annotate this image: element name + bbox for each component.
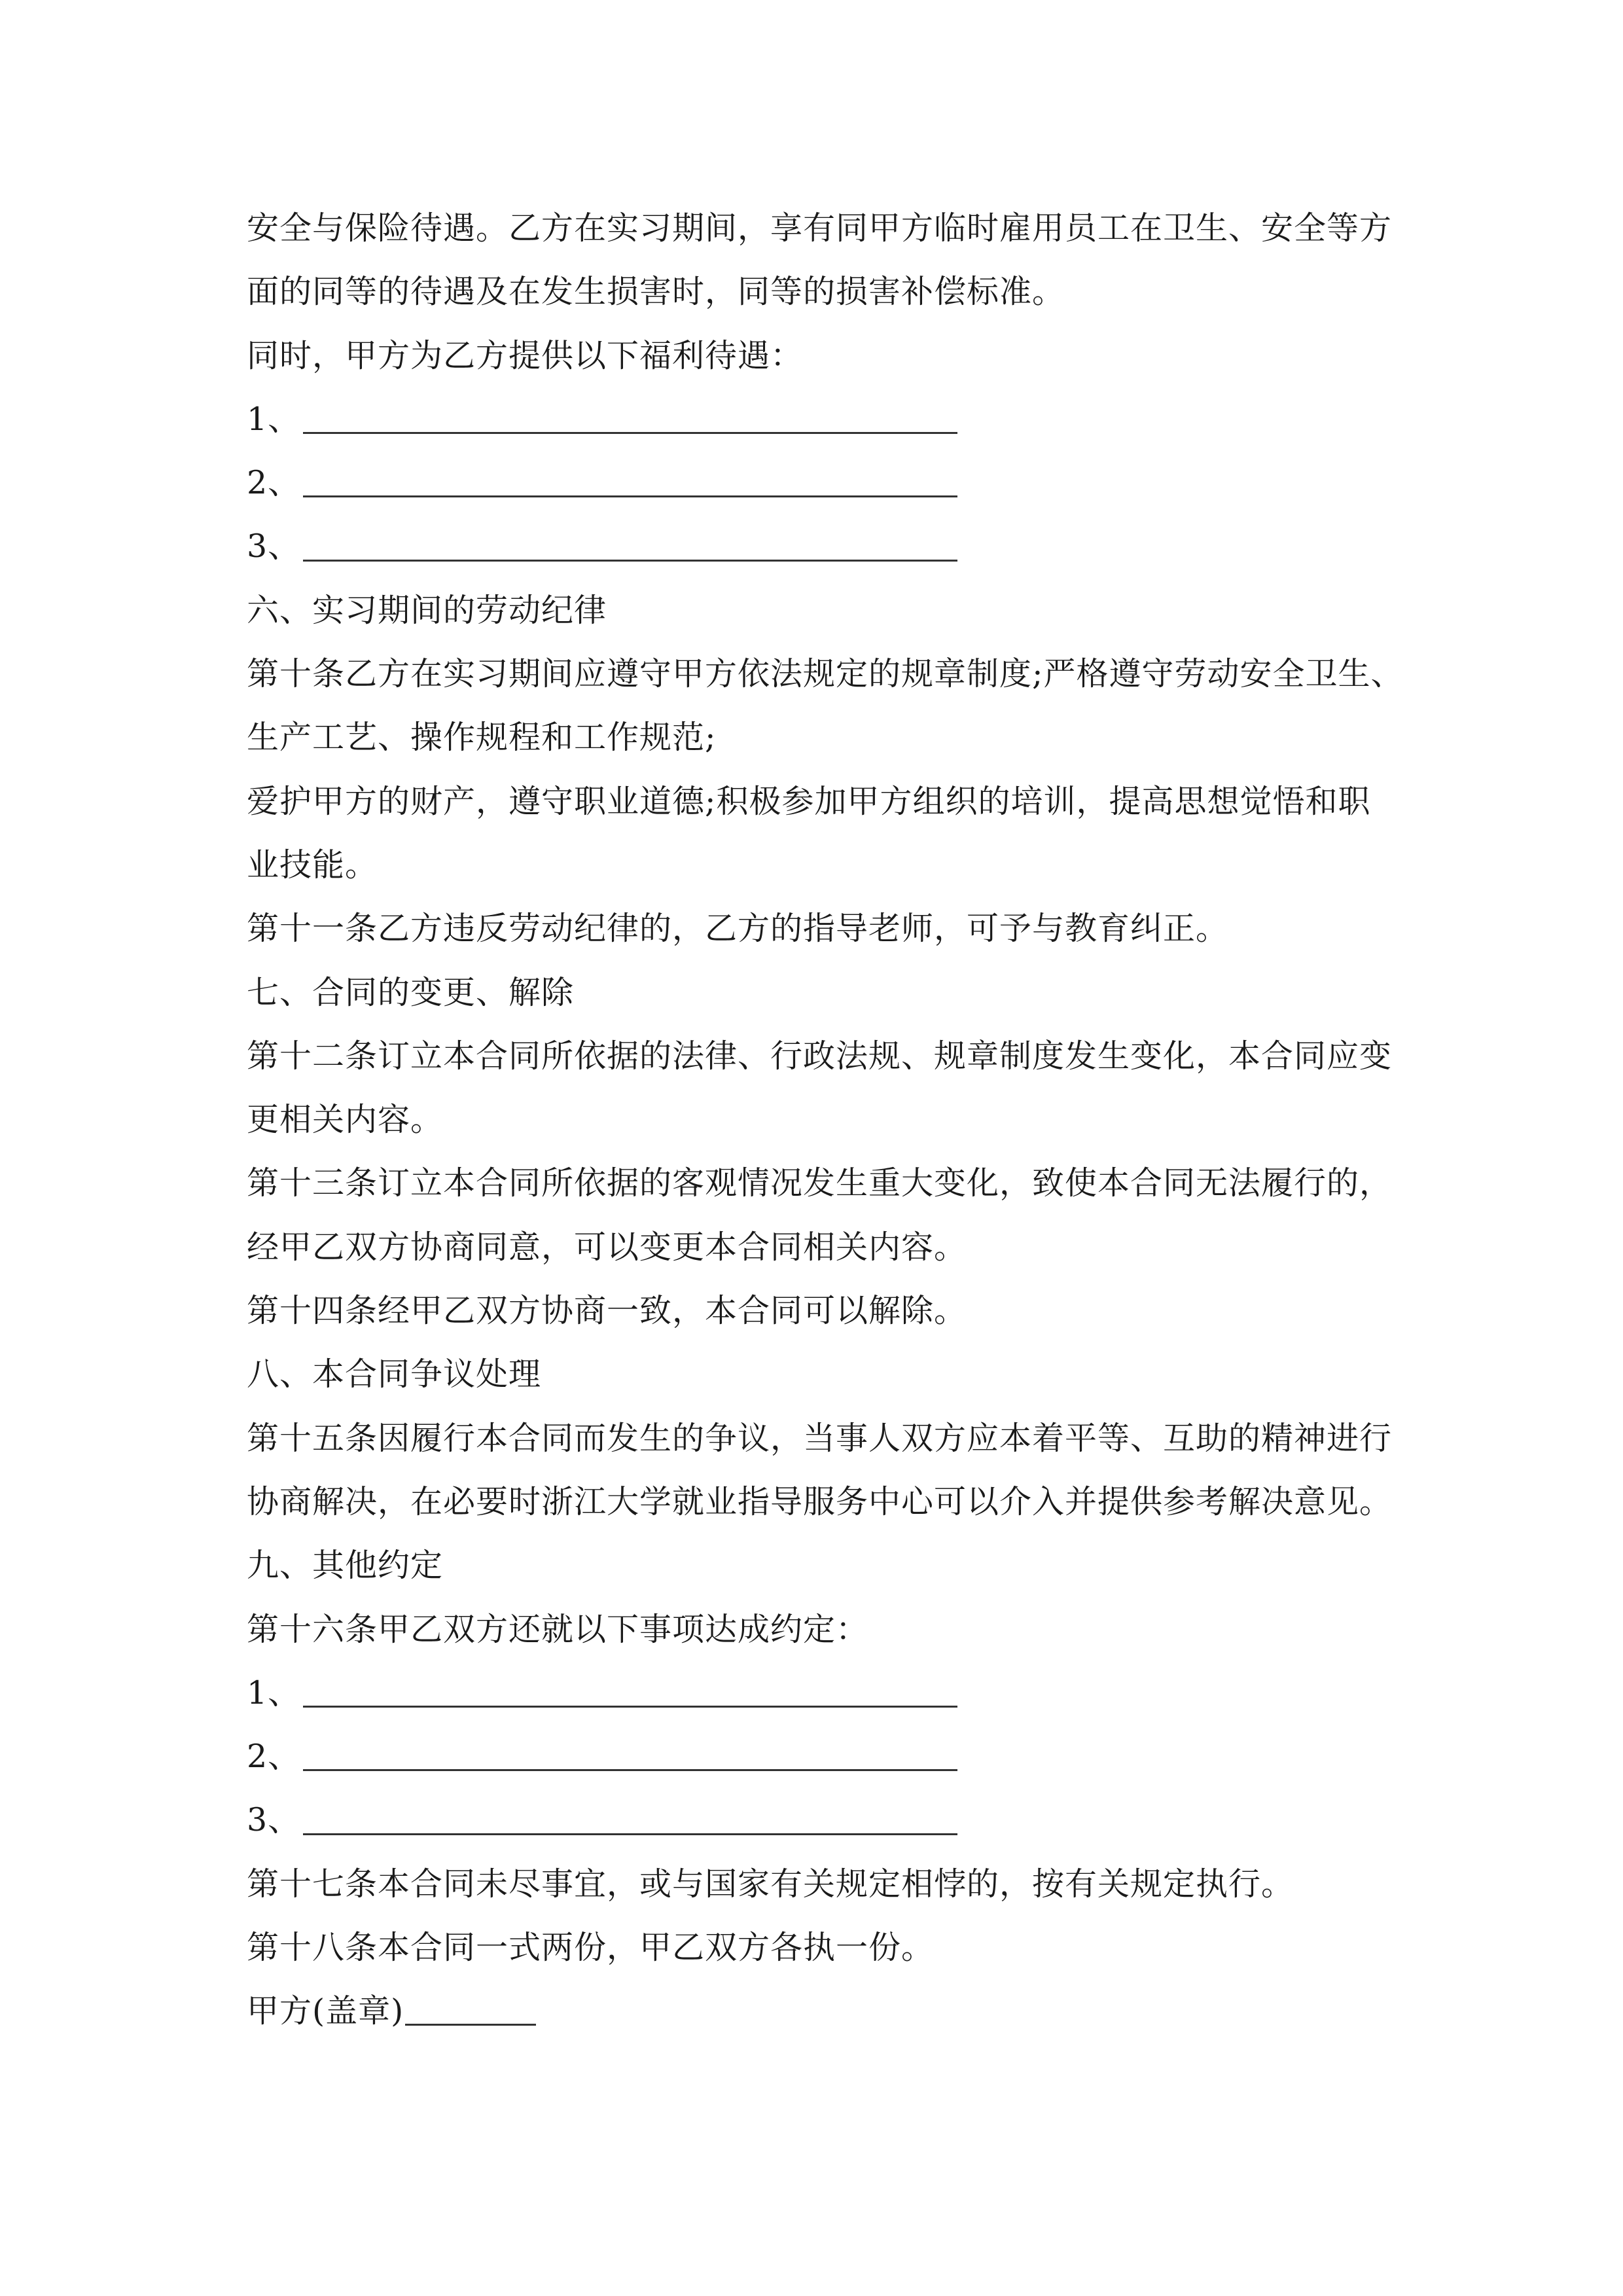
fill-in-blank[interactable] [303, 1797, 957, 1835]
fill-in-blank[interactable] [303, 1732, 957, 1771]
paragraph-line: 业技能。 [247, 846, 378, 884]
section-heading: 六、实习期间的劳动纪律 [247, 591, 607, 629]
paragraph-line: 生产工艺、操作规程和工作规范; [247, 719, 717, 757]
paragraph-line: 协商解决，在必要时浙江大学就业指导服务中心可以介入并提供参考解决意见。 [247, 1482, 1393, 1520]
fill-in-blank[interactable] [303, 523, 957, 562]
signature-label: 甲方(盖章) [247, 1992, 404, 2030]
paragraph-line: 安全与保险待遇。乙方在实习期间，享有同甲方临时雇用员工在卫生、安全等方 [247, 209, 1393, 247]
party-a-signature [247, 1979, 1412, 2043]
fill-in-blank[interactable] [303, 1669, 957, 1708]
section-heading: 九、其他约定 [247, 1547, 444, 1585]
item-number: 3、 [247, 528, 301, 565]
agreement-item-1 [247, 1661, 1412, 1725]
section-heading: 八、本合同争议处理 [247, 1355, 542, 1393]
item-number: 2、 [247, 464, 301, 502]
item-number: 1、 [247, 1674, 301, 1712]
welfare-item-2 [247, 451, 1412, 514]
welfare-item-3 [247, 514, 1412, 578]
paragraph-line: 第十二条订立本合同所依据的法律、行政法规、规章制度发生变化，本合同应变 [247, 1037, 1393, 1075]
item-number: 3、 [247, 1801, 301, 1839]
paragraph-line: 第十四条经甲乙双方协商一致，本合同可以解除。 [247, 1292, 967, 1330]
fill-in-blank[interactable] [303, 395, 957, 434]
item-number: 1、 [247, 400, 301, 438]
paragraph-line: 爱护甲方的财产，遵守职业道德;积极参加甲方组织的培训，提高思想觉悟和职 [247, 782, 1371, 820]
paragraph-line: 第十条乙方在实习期间应遵守甲方依法规定的规章制度;严格遵守劳动安全卫生、 [247, 655, 1404, 693]
document-body [247, 196, 1412, 2043]
paragraph-line: 第十八条本合同一式两份，甲乙双方各执一份。 [247, 1929, 935, 1967]
paragraph-line: 同时，甲方为乙方提供以下福利待遇： [247, 336, 804, 374]
signature-blank[interactable] [405, 1987, 536, 2026]
paragraph-line: 第十六条甲乙双方还就以下事项达成约定： [247, 1610, 869, 1648]
paragraph-line: 经甲乙双方协商同意，可以变更本合同相关内容。 [247, 1228, 967, 1266]
paragraph-line: 第十七条本合同未尽事宜，或与国家有关规定相悖的，按有关规定执行。 [247, 1865, 1294, 1903]
paragraph-line: 第十一条乙方违反劳动纪律的，乙方的指导老师，可予与教育纠正。 [247, 910, 1229, 948]
agreement-item-2 [247, 1725, 1412, 1788]
paragraph-line: 第十五条因履行本合同而发生的争议，当事人双方应本着平等、互助的精神进行 [247, 1419, 1393, 1457]
paragraph-line: 更相关内容。 [247, 1101, 444, 1139]
section-heading: 七、合同的变更、解除 [247, 973, 575, 1011]
fill-in-blank[interactable] [303, 459, 957, 497]
welfare-item-1 [247, 387, 1412, 451]
paragraph-line: 面的同等的待遇及在发生损害时，同等的损害补偿标准。 [247, 273, 1065, 311]
paragraph-line: 第十三条订立本合同所依据的客观情况发生重大变化，致使本合同无法履行的， [247, 1164, 1393, 1202]
item-number: 2、 [247, 1738, 301, 1776]
agreement-item-3 [247, 1788, 1412, 1852]
